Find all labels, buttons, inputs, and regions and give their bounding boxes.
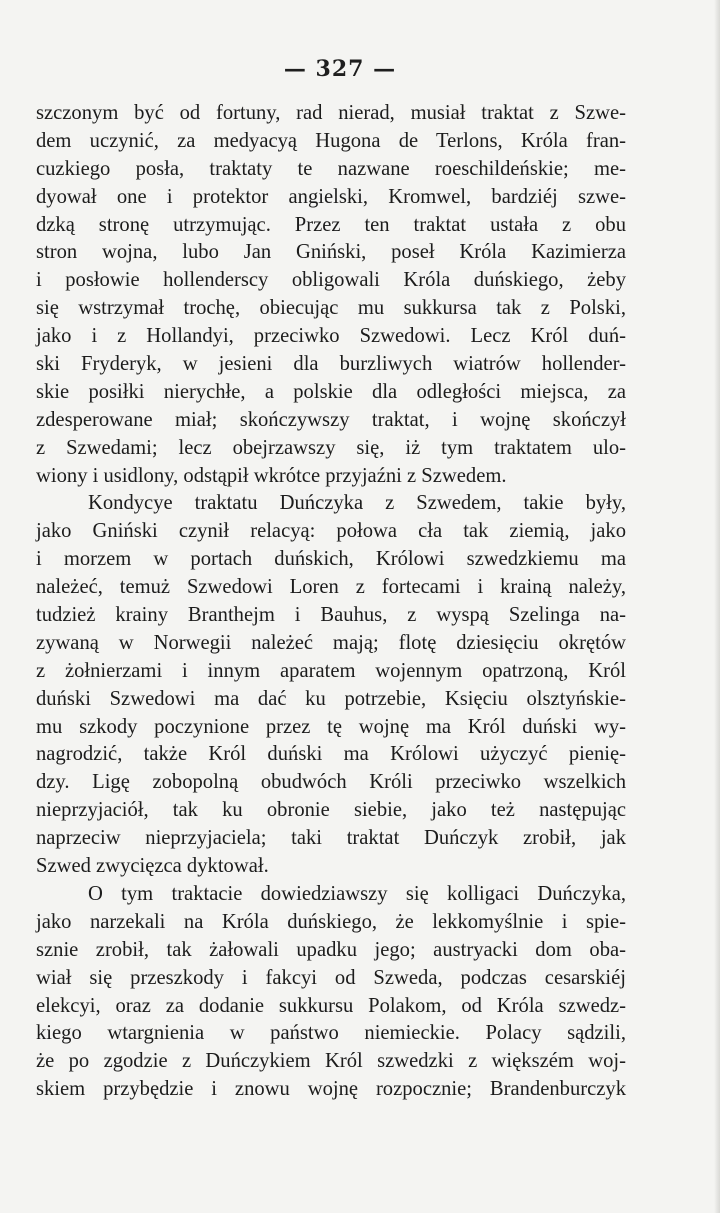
text-line: mu szkody poczynione przez tę wojnę ma Król duński wy- xyxy=(36,715,626,738)
scan-edge-shadow xyxy=(714,0,720,1213)
text-line: sznie zrobił, tak żałowali upadku jego; austryacki dom oba- xyxy=(36,938,626,961)
text-line: stron wojna, lubo Jan Gniński, poseł Króla Kazimierza xyxy=(36,241,626,264)
text-line: szczonym być od fortuny, rad nierad, musiał traktat z Szwe- xyxy=(36,102,626,124)
text-line: jako Gniński czynił relacyą: połowa cła tak ziemią, jako xyxy=(36,520,626,543)
page-number: — 327 — xyxy=(283,56,397,82)
text-line: należeć, temuż Szwedowi Loren z fortecami i krainą należy, xyxy=(36,576,626,599)
text-line: kiego wtargnienia w państwo niemieckie. Polacy sądzili, xyxy=(36,1022,626,1045)
text-line: zdesperowane miał; skończywszy traktat, i wojnę skończył xyxy=(36,408,626,431)
text-line: O tym traktacie dowiedziawszy się kolligaci Duńczyka, xyxy=(88,882,626,905)
text-line: i posłowie hollenderscy obligowali Króla duńskiego, żeby xyxy=(36,269,626,292)
text-line: jako narzekali na Króla duńskiego, że lekkomyślnie i spie- xyxy=(36,910,626,933)
text-line: dem uczynić, za medyacyą Hugona de Terlons, Króla fran- xyxy=(36,129,626,152)
text-line: i morzem w portach duńskich, Królowi szwedzkiemu ma xyxy=(36,548,626,571)
text-line: nieprzyjaciół, tak ku obronie siebie, jako też następując xyxy=(36,799,626,822)
text-line: z żołnierzami i innym aparatem wojennym opatrzoną, Król xyxy=(36,659,626,682)
text-line: duński Szwedowi ma dać ku potrzebie, Księciu olsztyńskie- xyxy=(36,687,626,710)
text-line: Kondycye traktatu Duńczyka z Szwedem, takie były, xyxy=(88,492,626,515)
body-text xyxy=(36,100,626,1104)
paragraph-3 xyxy=(36,881,626,1104)
text-line: nagrodzić, także Król duński ma Królowi użyczyć pienię- xyxy=(36,743,626,766)
text-line: tudzież krainy Branthejm i Bauhus, z wyspą Szelinga na- xyxy=(36,604,626,627)
text-line: wiał się przeszkody i fakcyi od Szweda, podczas cesarskiéj xyxy=(36,966,626,989)
text-line: jako i z Hollandyi, przeciwko Szwedowi. Lecz Król duń- xyxy=(36,325,626,348)
text-line: skie posiłki nierychłe, a polskie dla odległości miejsca, za xyxy=(36,380,626,403)
text-line: elekcyi, oraz za dodanie sukkursu Polakom, od Króla szwedz- xyxy=(36,994,626,1017)
paragraph-2 xyxy=(36,490,626,880)
text-line: wiony i usidlony, odstąpił wkrótce przyjaźni z Szwedem. xyxy=(36,464,507,487)
text-line: się wstrzymał trochę, obiecując mu sukkursa tak z Polski, xyxy=(36,297,626,320)
text-line: skiem przybędzie i znowu wojnę rozpocznie; Brandenburczyk xyxy=(36,1078,626,1101)
text-line: dyował one i protektor angielski, Kromwel, bardziéj szwe- xyxy=(36,185,626,208)
text-line: ski Fryderyk, w jesieni dla burzliwych wiatrów hollender- xyxy=(36,353,626,376)
text-line: że po zgodzie z Duńczykiem Król szwedzki z większém woj- xyxy=(36,1050,626,1073)
text-line: dzy. Ligę zobopolną obudwóch Króli przeciwko wszelkich xyxy=(36,771,626,794)
text-line: cuzkiego posła, traktaty te nazwane roeschildeńskie; me- xyxy=(36,157,626,180)
text-line: z Szwedami; lecz obejrzawszy się, iż tym traktatem ulo- xyxy=(36,436,626,459)
text-line: naprzeciw nieprzyjaciela; taki traktat Duńczyk zrobił, jak xyxy=(36,827,626,850)
text-line: dzką stronę utrzymując. Przez ten traktat ustała z obu xyxy=(36,213,626,236)
paragraph-1 xyxy=(36,100,626,490)
text-line: zywaną w Norwegii należeć mają; flotę dziesięciu okrętów xyxy=(36,631,626,654)
text-line: Szwed zwycięzca dyktował. xyxy=(36,855,269,878)
